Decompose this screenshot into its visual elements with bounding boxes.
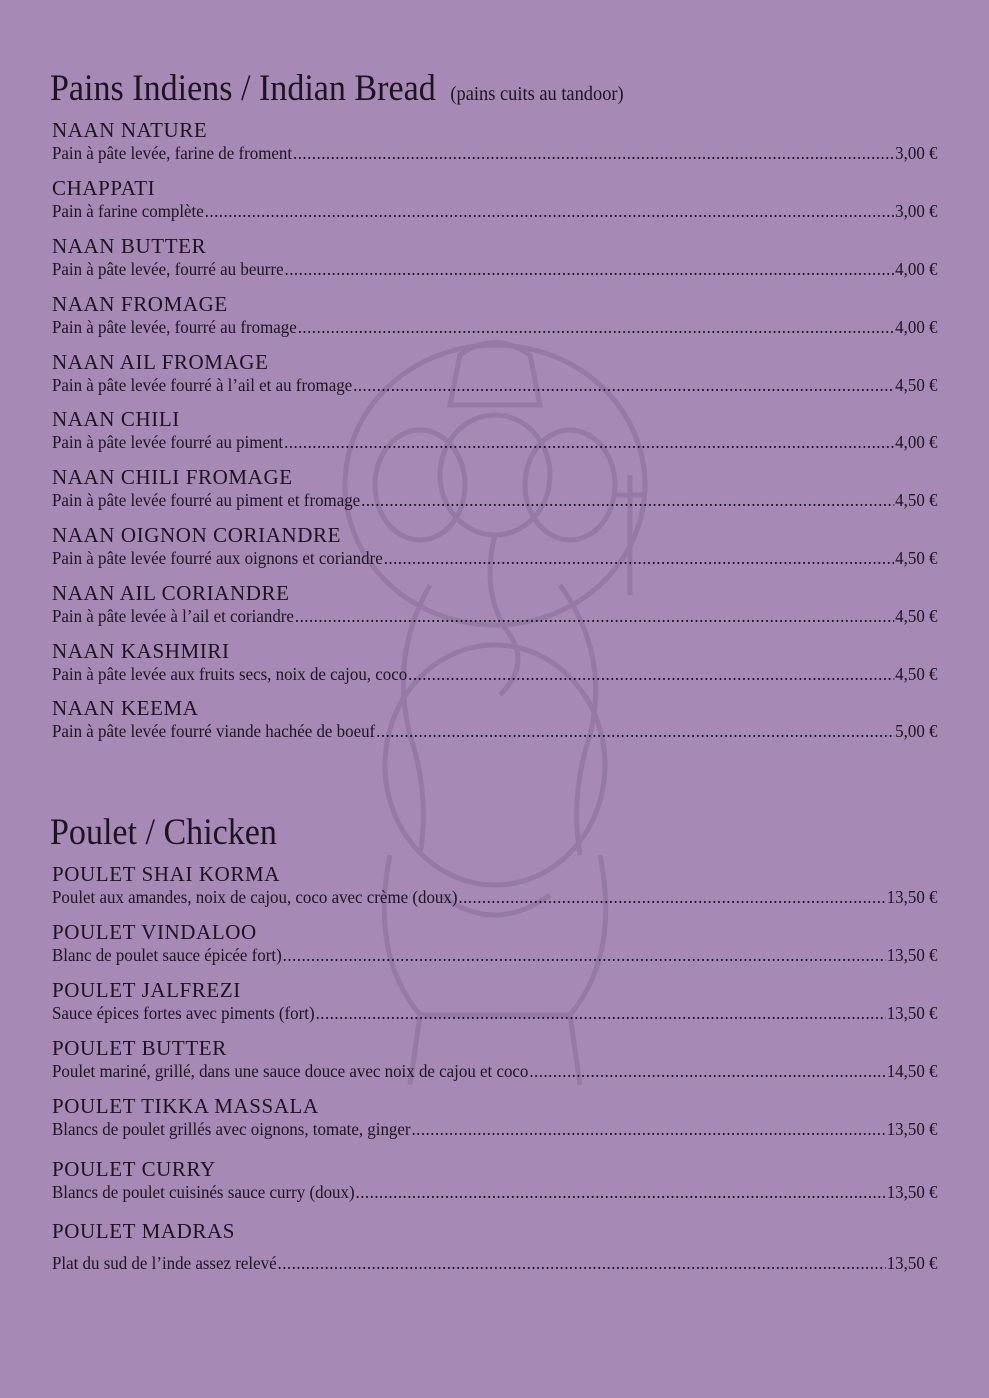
item-price: 4,00 €	[895, 317, 938, 337]
menu-item	[52, 862, 938, 908]
menu-item	[52, 118, 938, 164]
item-description: Pain à pâte levée fourré viande hachée de boeuf	[52, 721, 376, 741]
dot-leader	[376, 720, 894, 742]
item-name: POULET JALFREZI	[52, 978, 241, 1002]
menu-item	[52, 920, 938, 966]
section-note: (pains cuits au tandoor)	[450, 83, 624, 105]
dot-leader	[408, 663, 894, 685]
item-price: 13,50 €	[886, 1003, 938, 1023]
item-price: 4,50 €	[895, 664, 938, 684]
item-name: NAAN KASHMIRI	[52, 639, 230, 663]
item-description: Pain à pâte levée à l’ail et coriandre	[52, 606, 294, 626]
item-name: NAAN CHILI	[52, 407, 180, 431]
menu-item	[52, 407, 938, 453]
menu-item	[52, 639, 938, 685]
item-description: Pain à pâte levée, fourré au beurre	[52, 259, 284, 279]
dot-leader	[285, 258, 895, 280]
item-description: Pain à pâte levée fourré au piment et fromage	[52, 490, 361, 510]
item-price: 4,50 €	[895, 548, 938, 568]
item-description: Pain à pâte levée fourré au piment	[52, 432, 284, 452]
dot-leader	[353, 374, 894, 396]
item-description: Poulet mariné, grillé, dans une sauce douce avec noix de cajou et coco	[52, 1061, 529, 1081]
menu-item	[52, 176, 938, 222]
item-name: POULET CURRY	[52, 1157, 216, 1181]
dot-leader	[278, 1252, 886, 1274]
dot-leader	[384, 547, 895, 569]
item-description: Plat du sud de l’inde assez relevé	[52, 1253, 277, 1273]
dot-leader	[316, 1002, 886, 1024]
item-price: 4,00 €	[895, 432, 938, 452]
dot-leader	[284, 431, 894, 453]
item-price: 3,00 €	[895, 201, 938, 221]
dot-leader	[356, 1181, 886, 1203]
item-name: POULET MADRAS	[52, 1219, 236, 1243]
item-name: CHAPPATI	[52, 176, 156, 200]
menu-item	[52, 1094, 938, 1140]
item-name: NAAN NATURE	[52, 118, 208, 142]
item-price: 3,00 €	[895, 143, 938, 163]
menu-item	[52, 465, 938, 511]
menu-item	[52, 978, 938, 1024]
item-name: NAAN AIL CORIANDRE	[52, 581, 290, 605]
dot-leader	[529, 1060, 885, 1082]
menu-item	[52, 696, 938, 742]
item-price: 13,50 €	[886, 887, 938, 907]
item-name: NAAN BUTTER	[52, 234, 207, 258]
item-price: 14,50 €	[886, 1061, 938, 1081]
menu-item	[52, 581, 938, 627]
dot-leader	[295, 605, 894, 627]
item-price: 13,50 €	[886, 1182, 938, 1202]
item-name: NAAN CHILI FROMAGE	[52, 465, 293, 489]
item-price: 4,50 €	[895, 490, 938, 510]
dot-leader	[361, 489, 894, 511]
item-description: Pain à pâte levée, farine de froment	[52, 143, 293, 163]
menu-item	[52, 1219, 938, 1274]
item-price: 13,50 €	[886, 945, 938, 965]
item-name: POULET VINDALOO	[52, 920, 257, 944]
item-description: Pain à pâte levée fourré aux oignons et coriandre	[52, 548, 383, 568]
item-description: Pain à pâte levée, fourré au fromage	[52, 317, 297, 337]
item-price: 13,50 €	[886, 1253, 938, 1273]
dot-leader	[293, 142, 894, 164]
item-description: Sauce épices fortes avec piments (fort)	[52, 1003, 315, 1023]
item-description: Pain à pâte levée aux fruits secs, noix de cajou, coco	[52, 664, 408, 684]
item-description: Pain à pâte levée fourré à l’ail et au fromage	[52, 375, 353, 395]
dot-leader	[458, 886, 885, 908]
section-title-text: Poulet / Chicken	[50, 812, 277, 853]
item-price: 4,50 €	[895, 606, 938, 626]
item-description: Poulet aux amandes, noix de cajou, coco avec crème (doux)	[52, 887, 458, 907]
dot-leader	[283, 944, 886, 966]
item-price: 4,50 €	[895, 375, 938, 395]
item-name: POULET SHAI KORMA	[52, 862, 280, 886]
item-name: POULET TIKKA MASSALA	[52, 1094, 319, 1118]
menu-item	[52, 1036, 938, 1082]
item-name: NAAN OIGNON CORIANDRE	[52, 523, 342, 547]
item-description: Pain à farine complète	[52, 201, 204, 221]
menu-item	[52, 350, 938, 396]
item-description: Blanc de poulet sauce épicée fort)	[52, 945, 282, 965]
item-description: Blancs de poulet grillés avec oignons, tomate, ginger	[52, 1119, 411, 1139]
item-description: Blancs de poulet cuisinés sauce curry (doux)	[52, 1182, 355, 1202]
section-title-chicken	[50, 814, 277, 851]
item-name: NAAN FROMAGE	[52, 292, 228, 316]
menu-item	[52, 1157, 938, 1203]
dot-leader	[411, 1118, 885, 1140]
item-price: 5,00 €	[895, 721, 938, 741]
item-name: POULET BUTTER	[52, 1036, 227, 1060]
section-title-text: Pains Indiens / Indian Bread	[50, 68, 436, 109]
dot-leader	[298, 316, 895, 338]
dot-leader	[205, 200, 895, 222]
item-name: NAAN AIL FROMAGE	[52, 350, 269, 374]
item-price: 4,00 €	[895, 259, 938, 279]
menu-item	[52, 234, 938, 280]
menu-item	[52, 523, 938, 569]
menu-item	[52, 292, 938, 338]
section-title-indian-bread	[50, 70, 624, 107]
item-name: NAAN KEEMA	[52, 696, 199, 720]
item-price: 13,50 €	[886, 1119, 938, 1139]
